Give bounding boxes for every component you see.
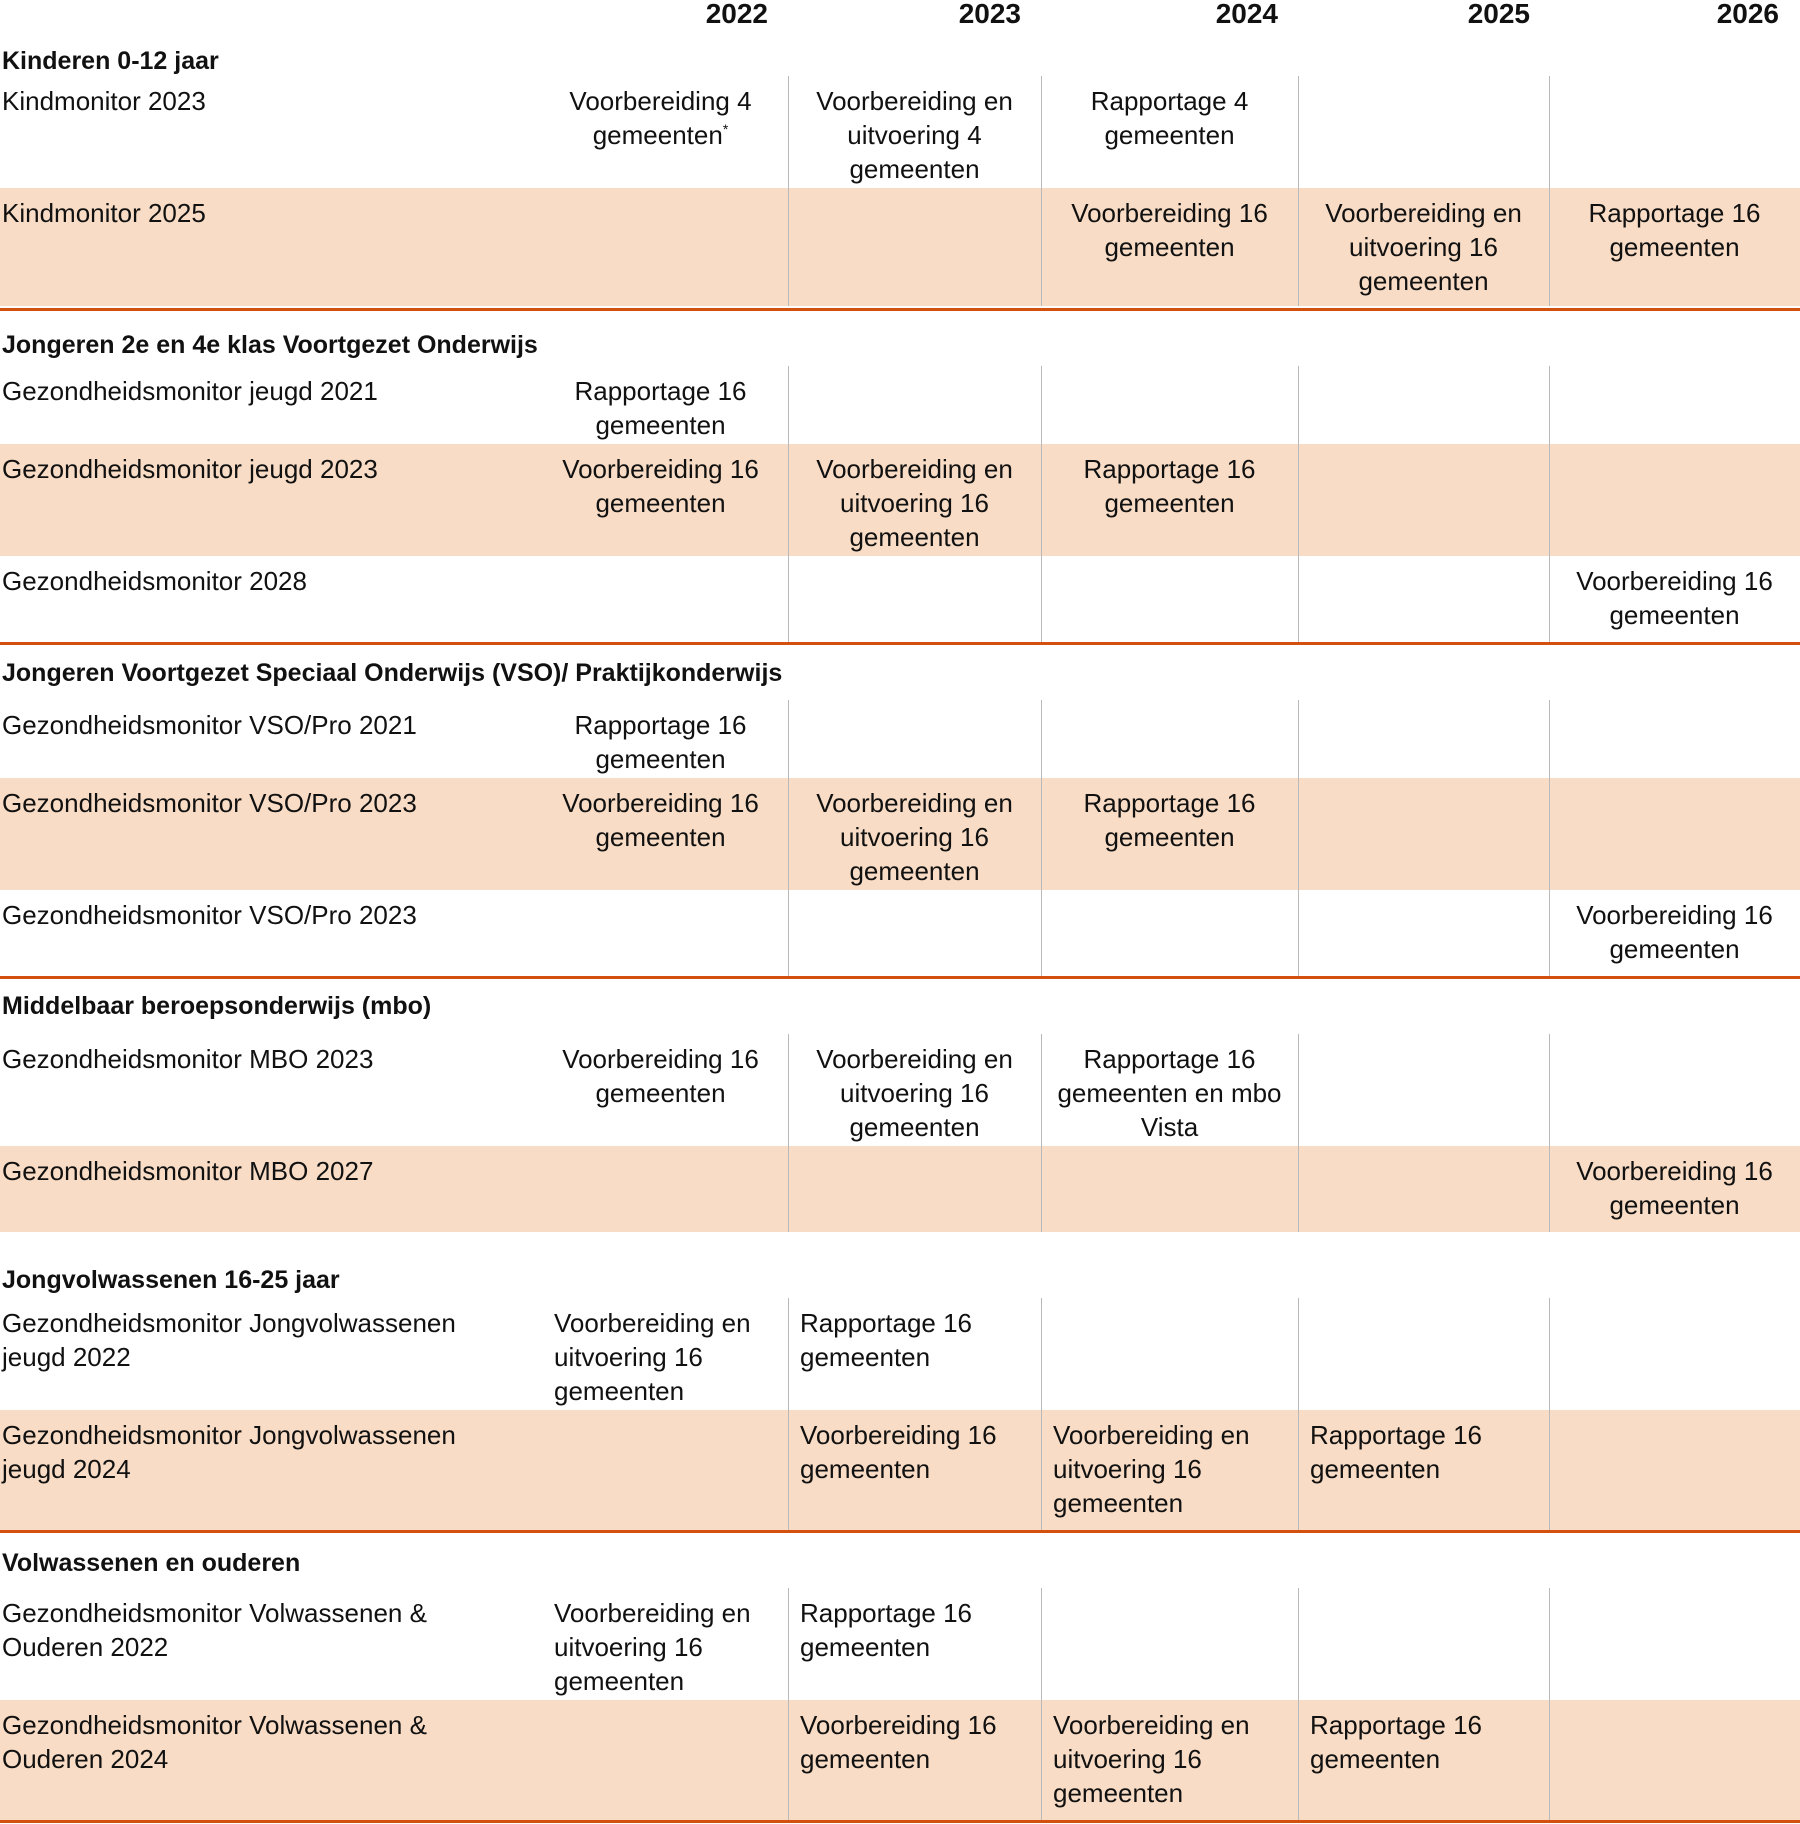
cell-text: Rapportage 16 gemeenten [1310,1420,1483,1484]
schedule-cell-2025 [1298,1418,1539,1486]
cell-text: Rapportage 16 gemeenten [1083,454,1256,518]
schedule-cell-2026 [1549,898,1800,966]
cell-text: Rapportage 16 gemeenten [1083,788,1256,852]
column-divider [1298,366,1299,642]
schedule-cell-2024 [1041,1418,1288,1520]
table-row [0,1700,1800,1820]
row-label: Gezondheidsmonitor Volwassenen & Ouderen 2024 [2,1710,427,1774]
cell-text: Voorbereiding en uitvoering 4 gemeenten [816,86,1013,184]
schedule-cell-2022 [548,786,773,854]
column-divider [788,366,789,642]
column-divider [1549,366,1550,642]
schedule-cell-2023 [788,786,1041,888]
section-title: Middelbaar beroepsonderwijs (mbo) [2,992,432,1020]
column-divider [788,1034,789,1232]
schedule-cell-2022 [542,1306,772,1408]
column-divider [1298,76,1299,306]
cell-text: Rapportage 16 gemeenten [1310,1710,1483,1774]
section-divider [0,1820,1800,1823]
table-row [0,556,1800,642]
column-divider [1298,1298,1299,1530]
column-divider [1549,700,1550,976]
schedule-cell-2026 [1549,196,1800,264]
column-divider [1041,1034,1042,1232]
column-divider [1298,1588,1299,1820]
cell-text: Rapportage 16 gemeenten [1588,198,1761,262]
cell-text: Voorbereiding en uitvoering 16 gemeenten [1053,1420,1250,1518]
table-row [0,1298,1800,1410]
column-divider [1298,700,1299,976]
schedule-cell-2026 [1549,1154,1800,1222]
row-label: Gezondheidsmonitor MBO 2027 [2,1156,374,1186]
year-header-2023: 2023 [958,0,1021,29]
schedule-cell-2024 [1041,1708,1288,1810]
schedule-cell-2022 [548,1042,773,1110]
year-header-2024: 2024 [1215,0,1278,29]
cell-text: Rapportage 4 gemeenten [1090,86,1249,150]
year-header-2026: 2026 [1716,0,1779,29]
table-row [0,188,1800,306]
table-row [0,1410,1800,1530]
column-divider [1041,366,1042,642]
row-label: Gezondheidsmonitor VSO/Pro 2023 [2,900,417,930]
cell-text: Voorbereiding 16 gemeenten [1576,566,1773,630]
table-row [0,1034,1800,1146]
schedule-cell-2022 [548,452,773,520]
cell-text: Voorbereiding en uitvoering 16 gemeenten [816,1044,1013,1142]
column-divider [1041,76,1042,306]
column-divider [1041,1298,1042,1530]
table-row [0,444,1800,556]
schedule-cell-2026 [1549,564,1800,632]
schedule-cell-2024 [1041,786,1298,854]
table-row [0,778,1800,890]
footnote-marker: * [722,121,729,137]
section-title: Jongeren 2e en 4e klas Voortgezet Onderwijs [2,331,538,359]
section-divider [0,308,1800,311]
cell-text: Voorbereiding 4 gemeenten [569,86,752,150]
year-header-row [0,0,1800,40]
column-divider [788,1588,789,1820]
schedule-cell-2023 [788,1418,1031,1486]
cell-text: Rapportage 16 gemeenten en mbo Vista [1057,1044,1282,1142]
row-label: Gezondheidsmonitor VSO/Pro 2023 [2,788,417,818]
schedule-cell-2023 [788,1042,1041,1144]
schedule-cell-2023 [788,1596,1031,1664]
row-label: Gezondheidsmonitor 2028 [2,566,307,596]
cell-text: Voorbereiding en uitvoering 16 gemeenten [816,788,1013,886]
section-divider [0,976,1800,979]
section-divider [0,642,1800,645]
column-divider [1298,1034,1299,1232]
cell-text: Voorbereiding en uitvoering 16 gemeenten [1325,198,1522,296]
schedule-cell-2022 [548,84,773,152]
cell-text: Rapportage 16 gemeenten [800,1598,973,1662]
cell-text: Voorbereiding en uitvoering 16 gemeenten [554,1598,751,1696]
row-label: Gezondheidsmonitor jeugd 2023 [2,454,378,484]
table-row [0,1146,1800,1232]
table-row [0,700,1800,778]
cell-text: Voorbereiding 16 gemeenten [1576,1156,1773,1220]
row-label: Gezondheidsmonitor Jongvolwassenen jeugd 2024 [2,1420,456,1484]
schedule-cell-2024 [1041,452,1298,520]
section-divider [0,1530,1800,1533]
row-label: Kindmonitor 2025 [2,198,206,228]
cell-text: Rapportage 16 gemeenten [800,1308,973,1372]
column-divider [1549,1034,1550,1232]
cell-text: Voorbereiding 16 gemeenten [562,788,759,852]
section-title: Kinderen 0-12 jaar [2,47,219,75]
cell-text: Voorbereiding en uitvoering 16 gemeenten [554,1308,751,1406]
schedule-cell-2023 [788,1306,1031,1374]
table-row [0,366,1800,444]
cell-text: Voorbereiding 16 gemeenten [562,454,759,518]
row-label: Gezondheidsmonitor jeugd 2021 [2,376,378,406]
cell-text: Voorbereiding 16 gemeenten [562,1044,759,1108]
schedule-cell-2024 [1041,84,1298,152]
column-divider [1041,700,1042,976]
column-divider [788,76,789,306]
cell-text: Rapportage 16 gemeenten [574,376,747,440]
schedule-cell-2022 [548,374,773,442]
schedule-cell-2025 [1298,1708,1539,1776]
section-title: Jongvolwassenen 16-25 jaar [2,1266,340,1294]
schedule-cell-2023 [788,84,1041,186]
schedule-cell-2025 [1298,196,1549,298]
table-row [0,890,1800,976]
row-label: Gezondheidsmonitor VSO/Pro 2021 [2,710,417,740]
schedule-cell-2022 [548,708,773,776]
column-divider [788,700,789,976]
column-divider [1549,76,1550,306]
schedule-cell-2024 [1041,196,1298,264]
schedule-cell-2022 [542,1596,772,1698]
cell-text: Voorbereiding 16 gemeenten [800,1710,997,1774]
cell-text: Voorbereiding 16 gemeenten [800,1420,997,1484]
row-label: Gezondheidsmonitor Volwassenen & Ouderen 2022 [2,1598,427,1662]
table-row [0,1588,1800,1700]
cell-text: Rapportage 16 gemeenten [574,710,747,774]
column-divider [1041,1588,1042,1820]
schedule-cell-2023 [788,452,1041,554]
table-row [0,76,1800,188]
column-divider [1549,1588,1550,1820]
cell-text: Voorbereiding 16 gemeenten [1071,198,1268,262]
column-divider [788,1298,789,1530]
schedule-cell-2024 [1041,1042,1298,1144]
cell-text: Voorbereiding en uitvoering 16 gemeenten [816,454,1013,552]
section-title: Jongeren Voortgezet Speciaal Onderwijs (VSO)/ Praktijkonderwijs [2,659,783,687]
section-title: Volwassenen en ouderen [2,1549,301,1577]
year-header-2025: 2025 [1467,0,1530,29]
cell-text: Voorbereiding en uitvoering 16 gemeenten [1053,1710,1250,1808]
year-header-2022: 2022 [705,0,768,29]
row-label: Gezondheidsmonitor MBO 2023 [2,1044,374,1074]
row-label: Kindmonitor 2023 [2,86,206,116]
row-label: Gezondheidsmonitor Jongvolwassenen jeugd 2022 [2,1308,456,1372]
column-divider [1549,1298,1550,1530]
cell-text: Voorbereiding 16 gemeenten [1576,900,1773,964]
schedule-cell-2023 [788,1708,1031,1776]
